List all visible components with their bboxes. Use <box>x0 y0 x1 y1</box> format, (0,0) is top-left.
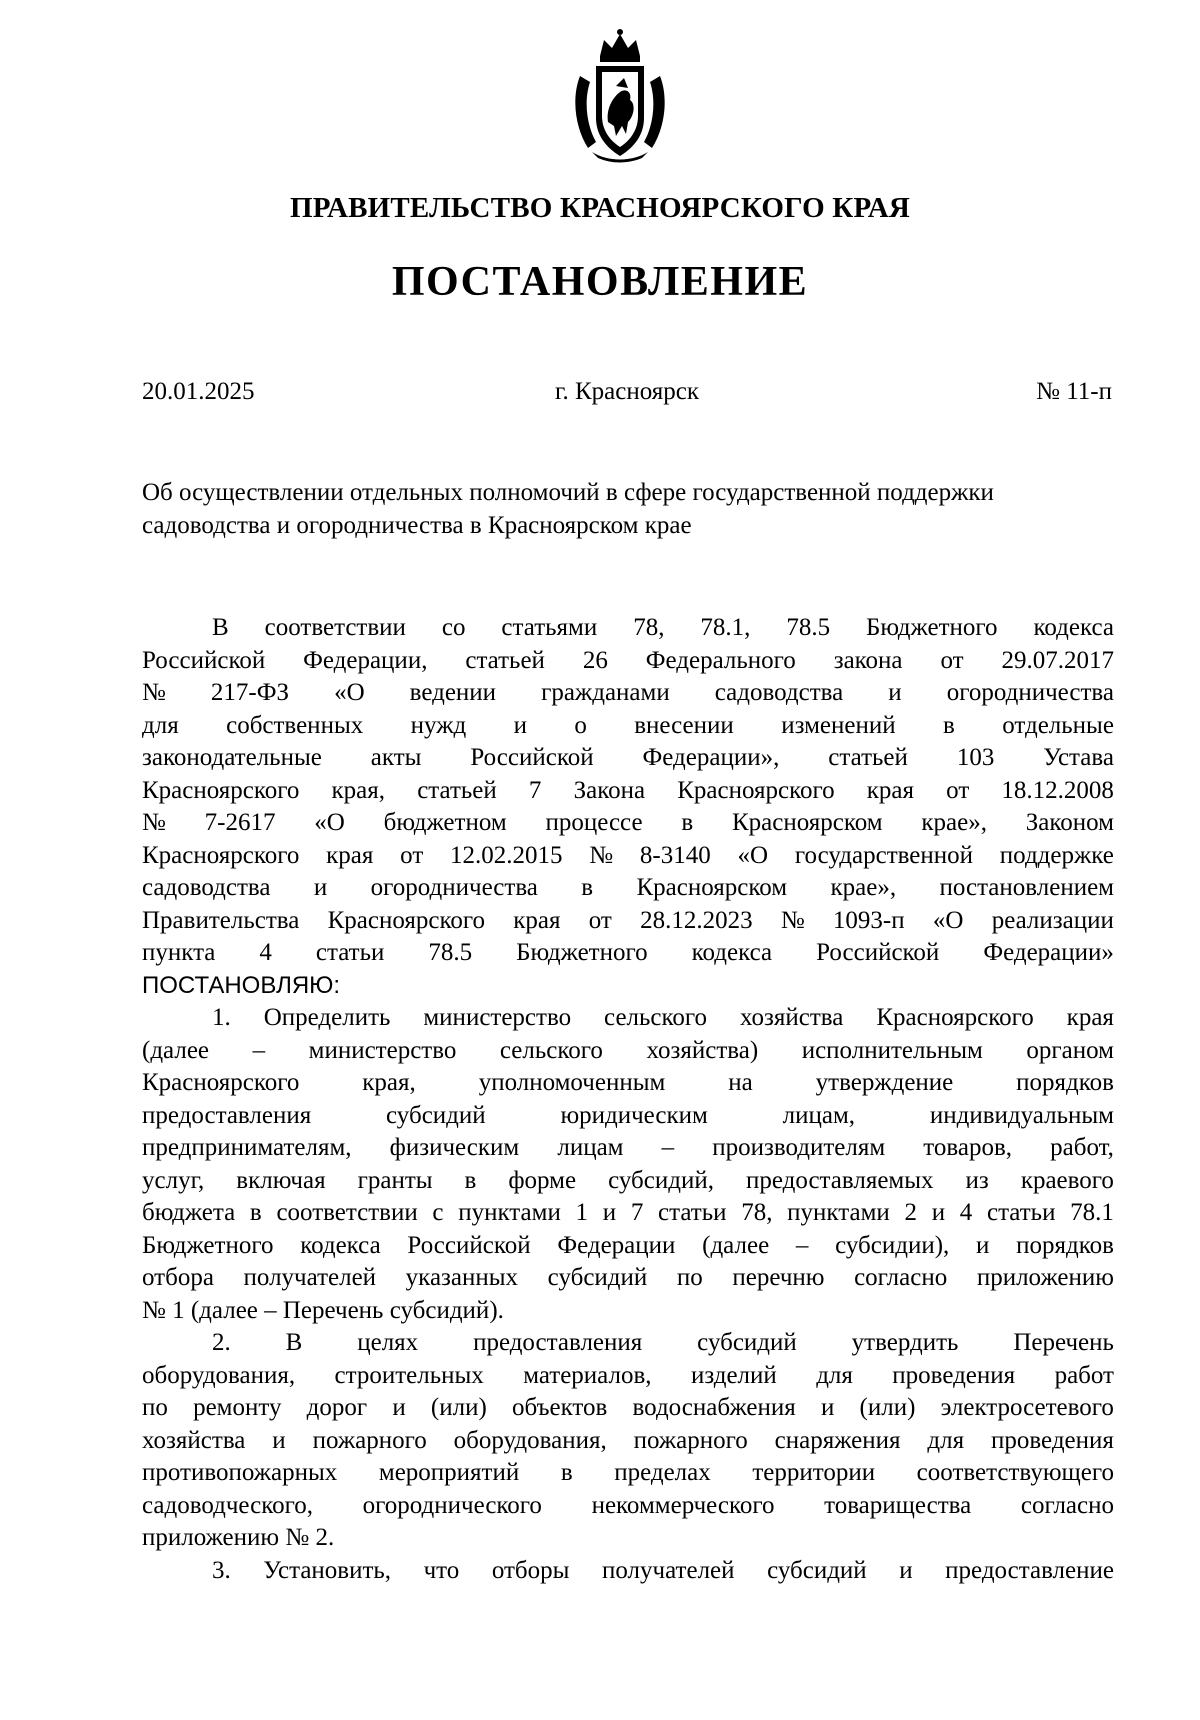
body-word: – <box>795 1231 809 1259</box>
body-line <box>142 872 1114 905</box>
body-word: 29.07.2017 <box>1001 646 1114 674</box>
body-line: № 1 (далее – Перечень субсидий). <box>142 1296 504 1324</box>
body-word: проведения <box>991 1426 1114 1454</box>
body-word: физическим <box>389 1134 520 1161</box>
body-word: акты <box>370 744 422 771</box>
body-word: Установить, <box>263 1556 392 1584</box>
body-word: Перечень <box>1013 1329 1114 1356</box>
body-word: хозяйства <box>739 1004 844 1031</box>
body-word: лицам, <box>782 1101 856 1129</box>
body-word: «О <box>932 906 964 934</box>
body-word: 26 <box>582 646 608 674</box>
body-word: и <box>976 1231 990 1259</box>
body-word: пунктами <box>458 1199 561 1226</box>
body-word: по <box>142 1394 168 1421</box>
body-word: субсидий <box>547 1264 648 1291</box>
body-word: изделий <box>690 1361 777 1389</box>
body-word: 78.1 <box>1070 1199 1114 1226</box>
body-word: от <box>940 646 964 674</box>
body-word: включая <box>236 1166 326 1194</box>
body-word: крае», <box>921 809 987 836</box>
body-word: мероприятий <box>378 1459 520 1486</box>
subject-line: Об осуществлении отдельных полномочий в сфере государственной поддержки <box>142 479 994 506</box>
body-line <box>142 1327 1114 1360</box>
body-word: ремонту <box>193 1394 282 1421</box>
body-word: пунктами <box>787 1199 890 1226</box>
body-line: приложению № 2. <box>142 1524 335 1551</box>
body-line <box>142 1230 1114 1263</box>
body-word: и <box>888 679 902 706</box>
body-word: и <box>899 1556 913 1584</box>
body-word: гранты <box>357 1166 433 1194</box>
document-body <box>142 612 1114 1587</box>
body-word: соответствии <box>264 614 406 641</box>
body-word: краевого <box>1020 1166 1114 1194</box>
body-line <box>142 710 1114 743</box>
body-word: исполнительным <box>801 1036 983 1064</box>
body-word: статьей <box>465 646 545 674</box>
body-word: статьей <box>417 776 497 804</box>
body-word: Бюджетного <box>866 614 998 641</box>
body-word: и <box>820 1394 835 1421</box>
body-word: 78.5 <box>428 939 473 966</box>
body-word: и <box>272 1426 286 1454</box>
body-word: из <box>965 1166 989 1194</box>
body-line <box>142 1035 1114 1068</box>
body-word: по <box>676 1264 703 1291</box>
body-line <box>142 1457 1114 1490</box>
body-word: в <box>249 1199 262 1226</box>
body-word: Бюджетного <box>142 1231 274 1259</box>
body-word: для <box>816 1361 853 1389</box>
body-word: реализации <box>991 906 1114 934</box>
body-word: огороднического <box>362 1491 542 1519</box>
body-word: 78, <box>633 614 665 641</box>
body-word: 4 <box>259 939 272 966</box>
body-word: № <box>142 679 166 706</box>
body-word: 28.12.2023 <box>640 906 753 934</box>
body-word: 18.12.2008 <box>1001 776 1114 804</box>
body-word: работ, <box>1050 1134 1114 1161</box>
body-word: субсидий, <box>608 1166 714 1194</box>
body-word: края, <box>331 776 386 804</box>
body-word: Красноярского <box>142 1069 300 1096</box>
body-word: процессе <box>545 809 643 836</box>
body-line <box>142 1100 1114 1133</box>
body-word: отборы <box>491 1556 570 1584</box>
document-meta-row <box>142 378 1112 414</box>
body-word: государственной <box>794 841 974 869</box>
body-word: министерство <box>423 1004 572 1031</box>
body-word: «О <box>737 841 769 869</box>
body-word: отбора <box>142 1264 214 1291</box>
body-word: Федерации <box>557 1231 676 1259</box>
body-word: министерство <box>308 1036 457 1064</box>
body-word: Красноярского <box>327 906 485 934</box>
body-line <box>142 1392 1114 1425</box>
body-word: предоставления <box>142 1101 312 1129</box>
body-word: от <box>400 841 424 869</box>
body-word: электросетевого <box>940 1394 1114 1421</box>
body-word: получателей <box>243 1264 377 1291</box>
body-line-decree: ПОСТАНОВЛЯЮ: <box>142 971 341 999</box>
government-title: ПРАВИТЕЛЬСТВО КРАСНОЯРСКОГО КРАЯ <box>289 192 911 224</box>
body-word: на <box>728 1069 753 1096</box>
body-word: 1 <box>575 1199 589 1226</box>
body-word: Российской <box>142 646 266 674</box>
body-word: края <box>326 841 374 869</box>
body-word: и <box>313 874 328 901</box>
body-word: сельского <box>604 1004 708 1031</box>
body-word: субсидий <box>767 1556 867 1584</box>
body-word: Правительства <box>142 906 300 934</box>
body-word: № <box>589 841 614 869</box>
body-word: снаряжения <box>774 1426 901 1454</box>
body-line <box>142 677 1114 710</box>
document-number: № 11-п <box>1036 378 1112 405</box>
body-word: 8-3140 <box>639 841 711 869</box>
body-word: края <box>513 906 561 934</box>
body-word: территории <box>752 1459 876 1486</box>
body-line <box>142 1165 1114 1198</box>
body-word: предпринимателям, <box>142 1134 352 1161</box>
body-word: предоставление <box>945 1556 1114 1584</box>
body-word: оборудования, <box>453 1426 607 1454</box>
body-word: субсидии), <box>835 1231 950 1259</box>
body-word: объектов <box>512 1394 608 1421</box>
body-word: о <box>574 711 587 739</box>
body-word: хозяйства <box>142 1426 246 1454</box>
body-word: Определить <box>263 1004 391 1031</box>
body-word: отдельные <box>1002 711 1114 739</box>
body-line <box>142 645 1114 678</box>
body-word: в <box>560 1459 573 1486</box>
body-line <box>142 1067 1114 1100</box>
body-word: (далее <box>142 1036 210 1064</box>
body-word: Устава <box>1043 744 1114 771</box>
body-word: края <box>1066 1004 1114 1031</box>
body-word: Красноярского <box>876 1004 1034 1031</box>
body-word: 2. <box>212 1329 231 1356</box>
body-word: Федерального <box>645 646 796 674</box>
body-word: гражданами <box>541 679 670 706</box>
body-word: в <box>943 711 955 739</box>
body-word: 1093-п <box>832 906 905 934</box>
body-word: предоставления <box>473 1329 643 1356</box>
body-word: Федерации» <box>983 939 1114 966</box>
body-word: форме <box>508 1166 577 1194</box>
body-word: статьей <box>828 744 908 771</box>
body-line <box>142 937 1114 970</box>
body-word: садоводческого, <box>142 1491 313 1519</box>
body-word: и <box>602 1199 617 1226</box>
body-word: оборудования, <box>142 1361 296 1389</box>
body-word: согласно <box>1020 1491 1114 1519</box>
body-word: работ <box>1054 1361 1114 1389</box>
document-subject <box>142 476 1122 542</box>
body-word: 78.1, <box>700 614 751 641</box>
body-line <box>142 1262 1114 1295</box>
body-word: предоставляемых <box>745 1166 934 1194</box>
body-word: (или) <box>430 1394 487 1421</box>
body-word: согласно <box>854 1264 948 1291</box>
body-word: юридическим <box>560 1101 708 1129</box>
body-word: проведения <box>892 1361 1016 1389</box>
body-word: Красноярском <box>636 874 788 901</box>
body-word: приложению <box>976 1264 1114 1291</box>
body-word: пожарного <box>312 1426 427 1454</box>
body-word: от <box>946 776 970 804</box>
subject-line: садоводства и огородничества в Красноярском крае <box>142 512 692 539</box>
body-word: Российской <box>470 744 594 771</box>
body-word: сельского <box>499 1036 603 1064</box>
body-word: 7-2617 <box>204 809 276 836</box>
body-word: огородничества <box>946 679 1114 706</box>
body-word: 2 <box>904 1199 917 1226</box>
body-word: пределах <box>614 1459 711 1486</box>
body-word: 7 <box>630 1199 644 1226</box>
body-word: – <box>661 1134 675 1161</box>
body-word: (или) <box>859 1394 916 1421</box>
body-word: законодательные <box>142 744 322 771</box>
body-word: № <box>780 906 805 934</box>
body-word: (далее <box>702 1231 770 1259</box>
body-word: 12.02.2015 <box>450 841 563 869</box>
body-word: «О <box>334 679 365 706</box>
body-word: пункта <box>142 939 216 966</box>
body-word: края <box>866 776 914 804</box>
body-word: статьями <box>501 614 598 641</box>
body-word: 7 <box>528 776 542 804</box>
body-word: 3. <box>212 1556 231 1584</box>
body-word: края, <box>362 1069 416 1096</box>
body-word: получателей <box>602 1556 735 1584</box>
body-word: утвердить <box>851 1329 959 1356</box>
body-line <box>142 1555 1114 1588</box>
coat-of-arms-emblem <box>570 26 670 164</box>
body-word: что <box>423 1556 460 1584</box>
body-line <box>142 1197 1114 1230</box>
body-word: бюджетном <box>383 809 507 836</box>
body-word: садоводства <box>142 874 271 901</box>
body-word: индивидуальным <box>929 1101 1114 1129</box>
document-type-title: ПОСТАНОВЛЕНИЕ <box>391 259 809 305</box>
body-line <box>142 840 1114 873</box>
body-word: водоснабжения <box>632 1394 796 1421</box>
body-word: изменений <box>781 711 896 739</box>
body-word: внесении <box>634 711 734 739</box>
body-word: для <box>142 711 179 739</box>
body-word: 4 <box>959 1199 973 1226</box>
body-word: для <box>927 1426 965 1454</box>
body-word: 217-ФЗ <box>210 679 290 706</box>
body-word: и <box>392 1394 406 1421</box>
body-word: Красноярского <box>142 776 300 804</box>
body-word: субсидий <box>697 1329 797 1356</box>
body-word: строительных <box>334 1361 484 1389</box>
body-word: Российской <box>816 939 940 966</box>
body-word: целях <box>357 1329 419 1356</box>
body-line <box>142 742 1114 775</box>
body-word: статьи <box>658 1199 727 1226</box>
body-word: хозяйства) <box>646 1036 759 1064</box>
body-word: противопожарных <box>142 1459 338 1486</box>
body-word: садоводства <box>714 679 844 706</box>
body-word: дорог <box>306 1394 368 1421</box>
body-word: ведении <box>409 679 497 706</box>
body-word: некоммерческого <box>591 1491 775 1519</box>
body-word: 103 <box>956 744 995 771</box>
body-word: субсидий <box>386 1101 486 1129</box>
body-line <box>142 905 1114 938</box>
body-word: Федерации, <box>303 646 428 674</box>
body-word: 78, <box>741 1199 773 1226</box>
body-word: кодекса <box>691 939 773 966</box>
body-word: № <box>142 809 166 836</box>
body-line <box>142 1360 1114 1393</box>
body-word: соответствии <box>276 1199 418 1226</box>
body-word: утверждение <box>815 1069 954 1096</box>
body-word: собственных <box>226 711 364 739</box>
body-word: со <box>441 614 466 641</box>
document-city: г. Красноярск <box>555 378 699 405</box>
body-word: Российской <box>407 1231 531 1259</box>
body-word: Красноярском <box>731 809 883 836</box>
body-line <box>142 612 1114 645</box>
body-word: Законом <box>1025 809 1114 836</box>
body-word: Федерации», <box>642 744 780 771</box>
body-word: от <box>588 906 612 934</box>
body-word: соответствующего <box>916 1459 1114 1486</box>
body-word: услуг, <box>142 1166 205 1194</box>
body-word: порядков <box>1016 1069 1114 1096</box>
document-date: 20.01.2025 <box>142 378 255 405</box>
body-word: пожарного <box>633 1426 748 1454</box>
body-word: статьи <box>315 939 385 966</box>
body-word: кодекса <box>1033 614 1114 641</box>
body-word: в <box>681 809 694 836</box>
body-word: перечню <box>732 1264 825 1291</box>
body-word: 78.5 <box>786 614 831 641</box>
body-word: порядков <box>1016 1231 1114 1259</box>
body-line <box>142 1002 1114 1035</box>
body-word: уполномоченным <box>478 1069 666 1096</box>
body-word: В <box>285 1329 303 1356</box>
body-word: Закона <box>573 776 646 804</box>
body-word: поддержке <box>999 841 1114 869</box>
body-line <box>142 775 1114 808</box>
body-word: – <box>252 1036 266 1064</box>
body-word: Красноярского <box>142 841 300 869</box>
body-line <box>142 807 1114 840</box>
body-word: производителям <box>712 1134 886 1161</box>
body-word: и <box>931 1199 946 1226</box>
body-word: статьи <box>986 1199 1056 1226</box>
body-line <box>142 1132 1114 1165</box>
body-word: 1. <box>212 1004 231 1031</box>
body-word: нужд <box>410 711 467 739</box>
body-word: в <box>464 1166 477 1194</box>
body-word: товаров, <box>923 1134 1013 1161</box>
body-word: огородничества <box>370 874 538 901</box>
body-word: органом <box>1026 1036 1114 1064</box>
body-word: лицам <box>557 1134 624 1161</box>
body-word: кодекса <box>300 1231 381 1259</box>
body-word: с <box>432 1199 444 1226</box>
body-word: закона <box>833 646 903 674</box>
body-word: товарищества <box>824 1491 972 1519</box>
body-word: указанных <box>405 1264 519 1291</box>
body-word: и <box>513 711 527 739</box>
body-word: материалов, <box>523 1361 652 1389</box>
body-word: постановлением <box>939 874 1114 901</box>
body-word: В <box>212 614 229 641</box>
body-line <box>142 1425 1114 1458</box>
body-word: бюджета <box>142 1199 236 1226</box>
body-line <box>142 1490 1114 1523</box>
body-word: крае», <box>830 874 897 901</box>
body-word: в <box>581 874 594 901</box>
body-word: «О <box>314 809 345 836</box>
body-word: Бюджетного <box>516 939 648 966</box>
body-word: Красноярского <box>677 776 835 804</box>
